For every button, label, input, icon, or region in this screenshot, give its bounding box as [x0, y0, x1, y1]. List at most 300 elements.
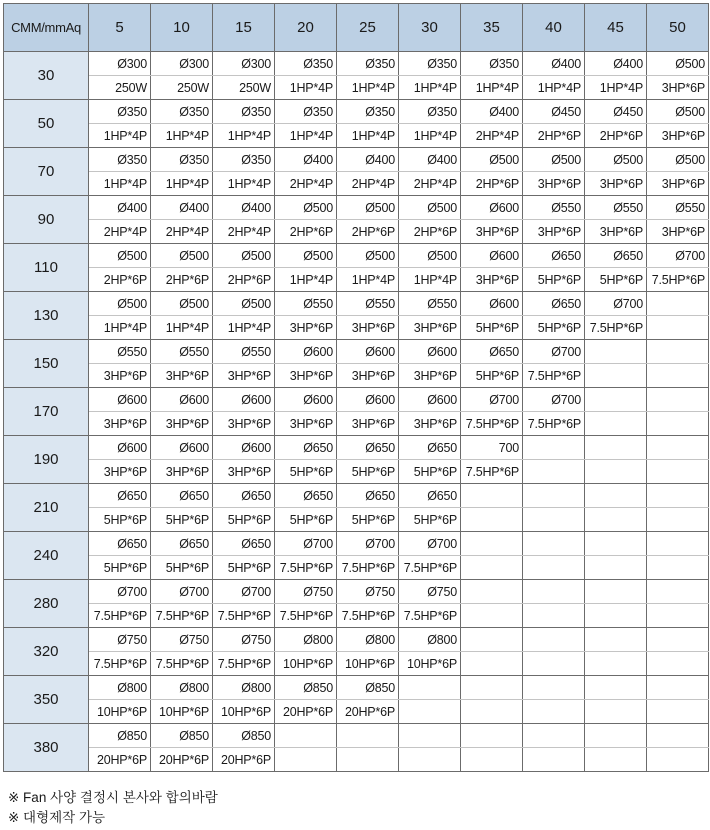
notes: [8, 788, 218, 828]
power-cell: [585, 748, 647, 772]
table-row-power: [4, 172, 709, 196]
table-row-power: [4, 748, 709, 772]
cmm-row-header: 280: [4, 580, 89, 628]
power-cell: 3HP*6P: [213, 412, 275, 436]
diameter-cell: [523, 436, 585, 460]
diameter-cell: Ø500: [275, 196, 337, 220]
diameter-cell: Ø850: [151, 724, 213, 748]
power-cell: 3HP*6P: [399, 364, 461, 388]
table-row-power: [4, 364, 709, 388]
diameter-cell: Ø750: [275, 580, 337, 604]
power-cell: [585, 460, 647, 484]
diameter-cell: Ø750: [337, 580, 399, 604]
power-cell: [461, 652, 523, 676]
power-cell: 3HP*6P: [213, 364, 275, 388]
power-cell: 7.5HP*6P: [213, 604, 275, 628]
power-cell: 5HP*6P: [461, 316, 523, 340]
table-row-diameter: [4, 196, 709, 220]
power-cell: 250W: [89, 76, 151, 100]
diameter-cell: Ø550: [585, 196, 647, 220]
table-row-power: [4, 220, 709, 244]
diameter-cell: Ø800: [89, 676, 151, 700]
pressure-header: 45: [585, 4, 647, 52]
diameter-cell: Ø300: [213, 52, 275, 76]
diameter-cell: Ø850: [89, 724, 151, 748]
power-cell: [523, 556, 585, 580]
power-cell: 1HP*4P: [213, 316, 275, 340]
power-cell: [647, 700, 709, 724]
power-cell: 7.5HP*6P: [275, 604, 337, 628]
power-cell: 2HP*6P: [151, 268, 213, 292]
diameter-cell: Ø500: [89, 244, 151, 268]
power-cell: [523, 652, 585, 676]
diameter-cell: Ø500: [275, 244, 337, 268]
power-cell: 1HP*4P: [337, 268, 399, 292]
cmm-row-header: 210: [4, 484, 89, 532]
diameter-cell: Ø350: [151, 148, 213, 172]
diameter-cell: Ø400: [461, 100, 523, 124]
diameter-cell: [585, 388, 647, 412]
power-cell: 5HP*6P: [213, 556, 275, 580]
diameter-cell: Ø700: [89, 580, 151, 604]
diameter-cell: Ø700: [585, 292, 647, 316]
diameter-cell: Ø500: [585, 148, 647, 172]
power-cell: 3HP*6P: [647, 172, 709, 196]
diameter-cell: Ø500: [337, 196, 399, 220]
diameter-cell: [523, 628, 585, 652]
power-cell: 2HP*6P: [461, 172, 523, 196]
diameter-cell: Ø600: [89, 436, 151, 460]
power-cell: 1HP*4P: [585, 76, 647, 100]
power-cell: 5HP*6P: [213, 508, 275, 532]
diameter-cell: Ø500: [647, 100, 709, 124]
power-cell: 3HP*6P: [89, 460, 151, 484]
diameter-cell: Ø500: [151, 292, 213, 316]
diameter-cell: Ø550: [523, 196, 585, 220]
diameter-cell: Ø850: [275, 676, 337, 700]
power-cell: [461, 700, 523, 724]
diameter-cell: Ø600: [151, 436, 213, 460]
diameter-cell: Ø550: [647, 196, 709, 220]
diameter-cell: Ø650: [399, 484, 461, 508]
diameter-cell: Ø400: [523, 52, 585, 76]
diameter-cell: Ø650: [337, 484, 399, 508]
diameter-cell: Ø650: [151, 532, 213, 556]
diameter-cell: [275, 724, 337, 748]
power-cell: 2HP*4P: [337, 172, 399, 196]
diameter-cell: Ø600: [151, 388, 213, 412]
diameter-cell: Ø400: [275, 148, 337, 172]
table-row-power: [4, 268, 709, 292]
diameter-cell: Ø650: [337, 436, 399, 460]
diameter-cell: [647, 724, 709, 748]
power-cell: 3HP*6P: [337, 412, 399, 436]
cmm-row-header: 130: [4, 292, 89, 340]
diameter-cell: Ø350: [399, 52, 461, 76]
power-cell: [647, 412, 709, 436]
power-cell: 10HP*6P: [337, 652, 399, 676]
power-cell: 3HP*6P: [275, 316, 337, 340]
diameter-cell: Ø500: [151, 244, 213, 268]
diameter-cell: Ø550: [337, 292, 399, 316]
table-row-diameter: [4, 724, 709, 748]
table-row-diameter: [4, 628, 709, 652]
power-cell: 3HP*6P: [275, 412, 337, 436]
power-cell: 1HP*4P: [151, 124, 213, 148]
diameter-cell: [585, 484, 647, 508]
diameter-cell: [399, 676, 461, 700]
power-cell: [647, 508, 709, 532]
power-cell: 3HP*6P: [647, 76, 709, 100]
table-row-diameter: [4, 292, 709, 316]
power-cell: 5HP*6P: [89, 508, 151, 532]
power-cell: [399, 700, 461, 724]
power-cell: 250W: [151, 76, 213, 100]
diameter-cell: Ø350: [275, 52, 337, 76]
diameter-cell: Ø700: [151, 580, 213, 604]
power-cell: 1HP*4P: [213, 172, 275, 196]
diameter-cell: Ø500: [461, 148, 523, 172]
diameter-cell: Ø350: [399, 100, 461, 124]
diameter-cell: Ø450: [585, 100, 647, 124]
diameter-cell: Ø700: [461, 388, 523, 412]
table-row-diameter: [4, 532, 709, 556]
diameter-cell: Ø700: [523, 340, 585, 364]
cmm-row-header: 190: [4, 436, 89, 484]
power-cell: 7.5HP*6P: [89, 652, 151, 676]
pressure-header: 15: [213, 4, 275, 52]
power-cell: [275, 748, 337, 772]
power-cell: 5HP*6P: [523, 316, 585, 340]
diameter-cell: [647, 436, 709, 460]
power-cell: 3HP*6P: [337, 364, 399, 388]
fan-spec-table: [3, 3, 709, 772]
power-cell: 5HP*6P: [151, 508, 213, 532]
power-cell: 3HP*6P: [275, 364, 337, 388]
table-row-power: [4, 460, 709, 484]
diameter-cell: Ø700: [337, 532, 399, 556]
diameter-cell: Ø650: [213, 484, 275, 508]
diameter-cell: Ø350: [89, 100, 151, 124]
power-cell: 7.5HP*6P: [647, 268, 709, 292]
cmm-row-header: 170: [4, 388, 89, 436]
diameter-cell: [523, 676, 585, 700]
pressure-header: 25: [337, 4, 399, 52]
diameter-cell: Ø550: [213, 340, 275, 364]
power-cell: 3HP*6P: [647, 124, 709, 148]
diameter-cell: Ø600: [337, 388, 399, 412]
power-cell: 2HP*4P: [89, 220, 151, 244]
cmm-row-header: 350: [4, 676, 89, 724]
power-cell: 5HP*6P: [275, 508, 337, 532]
diameter-cell: Ø300: [151, 52, 213, 76]
diameter-cell: [523, 532, 585, 556]
pressure-header: 5: [89, 4, 151, 52]
power-cell: 5HP*6P: [337, 508, 399, 532]
diameter-cell: Ø500: [89, 292, 151, 316]
diameter-cell: Ø350: [461, 52, 523, 76]
power-cell: [523, 748, 585, 772]
power-cell: 1HP*4P: [523, 76, 585, 100]
power-cell: 3HP*6P: [151, 364, 213, 388]
diameter-cell: Ø750: [151, 628, 213, 652]
diameter-cell: Ø400: [399, 148, 461, 172]
diameter-cell: [647, 628, 709, 652]
diameter-cell: Ø350: [89, 148, 151, 172]
power-cell: [523, 508, 585, 532]
table-row-power: [4, 76, 709, 100]
power-cell: 20HP*6P: [337, 700, 399, 724]
diameter-cell: Ø400: [151, 196, 213, 220]
power-cell: 5HP*6P: [89, 556, 151, 580]
cmm-row-header: 30: [4, 52, 89, 100]
diameter-cell: Ø700: [275, 532, 337, 556]
pressure-header: 10: [151, 4, 213, 52]
pressure-header: 50: [647, 4, 709, 52]
pressure-header: 40: [523, 4, 585, 52]
table-row-diameter: [4, 148, 709, 172]
power-cell: [585, 364, 647, 388]
power-cell: [585, 652, 647, 676]
power-cell: 20HP*6P: [213, 748, 275, 772]
table-row-power: [4, 316, 709, 340]
power-cell: 2HP*4P: [213, 220, 275, 244]
power-cell: [585, 508, 647, 532]
table-row-power: [4, 652, 709, 676]
diameter-cell: Ø550: [275, 292, 337, 316]
diameter-cell: Ø600: [399, 388, 461, 412]
diameter-cell: Ø350: [275, 100, 337, 124]
power-cell: 7.5HP*6P: [275, 556, 337, 580]
power-cell: 3HP*6P: [213, 460, 275, 484]
table-row-power: [4, 604, 709, 628]
power-cell: 3HP*6P: [399, 316, 461, 340]
diameter-cell: Ø750: [89, 628, 151, 652]
power-cell: 1HP*4P: [275, 124, 337, 148]
power-cell: 2HP*6P: [89, 268, 151, 292]
table-row-power: [4, 124, 709, 148]
power-cell: [647, 652, 709, 676]
table-row-diameter: [4, 676, 709, 700]
diameter-cell: Ø850: [213, 724, 275, 748]
table-row-diameter: [4, 244, 709, 268]
diameter-cell: Ø650: [275, 484, 337, 508]
power-cell: 1HP*4P: [337, 124, 399, 148]
diameter-cell: Ø750: [213, 628, 275, 652]
diameter-cell: Ø600: [275, 388, 337, 412]
power-cell: 2HP*4P: [151, 220, 213, 244]
diameter-cell: Ø700: [523, 388, 585, 412]
cmm-row-header: 240: [4, 532, 89, 580]
power-cell: [647, 556, 709, 580]
diameter-cell: Ø600: [399, 340, 461, 364]
diameter-cell: [523, 724, 585, 748]
power-cell: 5HP*6P: [275, 460, 337, 484]
power-cell: [647, 364, 709, 388]
diameter-cell: Ø800: [151, 676, 213, 700]
diameter-cell: Ø550: [89, 340, 151, 364]
table-row-diameter: [4, 52, 709, 76]
power-cell: 10HP*6P: [399, 652, 461, 676]
cmm-row-header: 110: [4, 244, 89, 292]
power-cell: 3HP*6P: [461, 220, 523, 244]
diameter-cell: Ø550: [399, 292, 461, 316]
power-cell: 1HP*4P: [213, 124, 275, 148]
diameter-cell: Ø500: [213, 292, 275, 316]
power-cell: 7.5HP*6P: [151, 604, 213, 628]
power-cell: 7.5HP*6P: [585, 316, 647, 340]
diameter-cell: Ø500: [399, 244, 461, 268]
diameter-cell: [647, 484, 709, 508]
pressure-header: 20: [275, 4, 337, 52]
power-cell: 5HP*6P: [461, 364, 523, 388]
power-cell: 1HP*4P: [275, 268, 337, 292]
table-row-power: [4, 700, 709, 724]
power-cell: 5HP*6P: [337, 460, 399, 484]
diameter-cell: Ø650: [213, 532, 275, 556]
cmm-row-header: 90: [4, 196, 89, 244]
diameter-cell: Ø600: [337, 340, 399, 364]
diameter-cell: [585, 676, 647, 700]
power-cell: 5HP*6P: [585, 268, 647, 292]
power-cell: 3HP*6P: [399, 412, 461, 436]
diameter-cell: Ø700: [399, 532, 461, 556]
power-cell: 3HP*6P: [89, 412, 151, 436]
power-cell: [585, 700, 647, 724]
power-cell: 1HP*4P: [151, 172, 213, 196]
power-cell: [647, 748, 709, 772]
table-row-diameter: [4, 340, 709, 364]
power-cell: 7.5HP*6P: [461, 412, 523, 436]
power-cell: 1HP*4P: [89, 316, 151, 340]
power-cell: 20HP*6P: [89, 748, 151, 772]
diameter-cell: Ø350: [151, 100, 213, 124]
power-cell: 10HP*6P: [275, 652, 337, 676]
diameter-cell: Ø500: [213, 244, 275, 268]
power-cell: 2HP*6P: [399, 220, 461, 244]
table-row-power: [4, 508, 709, 532]
note-large-fabrication: ※ 대형제작 가능: [8, 810, 106, 825]
diameter-cell: [337, 724, 399, 748]
diameter-cell: Ø600: [89, 388, 151, 412]
table-body: [4, 52, 709, 772]
diameter-cell: [461, 484, 523, 508]
diameter-cell: Ø800: [275, 628, 337, 652]
diameter-cell: Ø400: [213, 196, 275, 220]
power-cell: [647, 604, 709, 628]
diameter-cell: Ø650: [585, 244, 647, 268]
power-cell: 1HP*4P: [399, 124, 461, 148]
power-cell: [585, 412, 647, 436]
diameter-cell: Ø650: [89, 532, 151, 556]
diameter-cell: [647, 676, 709, 700]
diameter-cell: Ø400: [585, 52, 647, 76]
power-cell: 3HP*6P: [585, 172, 647, 196]
diameter-cell: [461, 580, 523, 604]
diameter-cell: Ø600: [461, 244, 523, 268]
diameter-cell: Ø850: [337, 676, 399, 700]
note-fan-spec: ※ Fan 사양 결정시 본사와 합의바람: [8, 790, 218, 805]
table-row-diameter: [4, 100, 709, 124]
power-cell: 2HP*6P: [275, 220, 337, 244]
cmm-row-header: 50: [4, 100, 89, 148]
diameter-cell: [647, 532, 709, 556]
diameter-cell: [585, 580, 647, 604]
diameter-cell: Ø350: [213, 148, 275, 172]
power-cell: 7.5HP*6P: [337, 604, 399, 628]
power-cell: 3HP*6P: [523, 172, 585, 196]
power-cell: 10HP*6P: [89, 700, 151, 724]
diameter-cell: [647, 388, 709, 412]
power-cell: 1HP*4P: [461, 76, 523, 100]
power-cell: 5HP*6P: [523, 268, 585, 292]
diameter-cell: [461, 532, 523, 556]
power-cell: [461, 604, 523, 628]
pressure-header: 35: [461, 4, 523, 52]
power-cell: [461, 508, 523, 532]
power-cell: 7.5HP*6P: [461, 460, 523, 484]
diameter-cell: [647, 292, 709, 316]
power-cell: 1HP*4P: [399, 268, 461, 292]
diameter-cell: [585, 436, 647, 460]
power-cell: 7.5HP*6P: [337, 556, 399, 580]
diameter-cell: [585, 724, 647, 748]
power-cell: [647, 460, 709, 484]
power-cell: [523, 700, 585, 724]
power-cell: 5HP*6P: [399, 508, 461, 532]
diameter-cell: 700: [461, 436, 523, 460]
power-cell: 3HP*6P: [337, 316, 399, 340]
diameter-cell: Ø500: [647, 148, 709, 172]
table-row-diameter: [4, 580, 709, 604]
diameter-cell: Ø650: [275, 436, 337, 460]
cmm-row-header: 150: [4, 340, 89, 388]
diameter-cell: Ø600: [275, 340, 337, 364]
table-row-diameter: [4, 436, 709, 460]
power-cell: 3HP*6P: [151, 460, 213, 484]
diameter-cell: Ø750: [399, 580, 461, 604]
power-cell: 10HP*6P: [213, 700, 275, 724]
power-cell: 10HP*6P: [151, 700, 213, 724]
diameter-cell: Ø650: [89, 484, 151, 508]
diameter-cell: Ø800: [399, 628, 461, 652]
power-cell: 3HP*6P: [523, 220, 585, 244]
diameter-cell: [461, 676, 523, 700]
power-cell: [523, 604, 585, 628]
power-cell: [585, 556, 647, 580]
diameter-cell: Ø300: [89, 52, 151, 76]
diameter-cell: [647, 340, 709, 364]
pressure-header: 30: [399, 4, 461, 52]
power-cell: 5HP*6P: [151, 556, 213, 580]
power-cell: [585, 604, 647, 628]
power-cell: 7.5HP*6P: [399, 556, 461, 580]
diameter-cell: [585, 340, 647, 364]
diameter-cell: [523, 580, 585, 604]
diameter-cell: Ø500: [647, 52, 709, 76]
table-row-diameter: [4, 484, 709, 508]
power-cell: [647, 316, 709, 340]
power-cell: 1HP*4P: [89, 172, 151, 196]
cmm-row-header: 380: [4, 724, 89, 772]
table-row-power: [4, 412, 709, 436]
power-cell: 7.5HP*6P: [523, 412, 585, 436]
diameter-cell: Ø350: [337, 52, 399, 76]
power-cell: 3HP*6P: [461, 268, 523, 292]
diameter-cell: Ø650: [523, 292, 585, 316]
diameter-cell: Ø500: [523, 148, 585, 172]
diameter-cell: [523, 484, 585, 508]
